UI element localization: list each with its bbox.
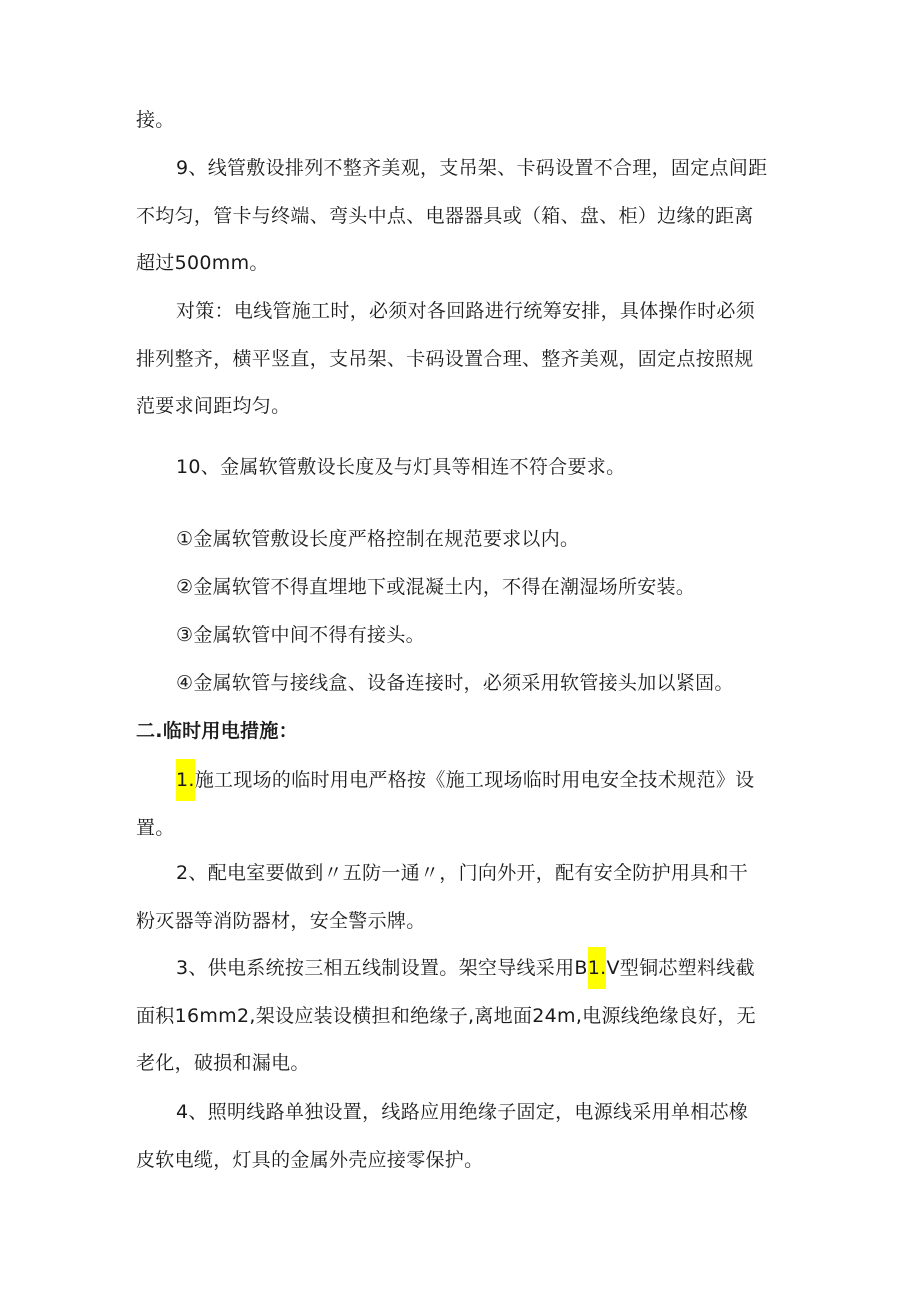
text-line: 超过500mm。 bbox=[136, 252, 269, 274]
text-line: 置。 bbox=[136, 816, 175, 839]
text-line: 9、线管敷设排列不整齐美观，支吊架、卡码设置不合理，固定点间距 bbox=[176, 157, 768, 179]
text-line: 4、照明线路单独设置，线路应用绝缘子固定，电源线采用单相芯橡 bbox=[176, 1101, 749, 1123]
text-line: 范要求间距均匀。 bbox=[136, 395, 291, 417]
text-line: 对策：电线管施工时，必须对各回路进行统筹安排，具体操作时必须 bbox=[176, 300, 756, 322]
list-item-1 bbox=[136, 516, 796, 564]
paragraph-temp-power-2 bbox=[136, 850, 796, 945]
paragraph-countermeasure bbox=[136, 288, 796, 431]
text-line: 皮软电缆，灯具的金属外壳应接零保护。 bbox=[136, 1148, 484, 1171]
text-line: ①金属软管敷设长度严格控制在规范要求以内。 bbox=[176, 528, 580, 550]
text-line: ②金属软管不得直埋地下或混凝土内，不得在潮湿场所安装。 bbox=[176, 576, 696, 598]
list-item-3 bbox=[136, 612, 796, 660]
text-run: 3、供电系统按三相五线制设置。架空导线采用B bbox=[176, 957, 588, 979]
paragraph-continuation bbox=[136, 97, 796, 145]
list-item-2 bbox=[136, 564, 796, 612]
list-item-4 bbox=[136, 660, 796, 708]
section-heading bbox=[136, 708, 796, 756]
highlight-mark: 1. bbox=[588, 947, 607, 989]
text-line: 不均匀，管卡与终端、弯头中点、电器器具或（箱、盘、柜）边缘的距离 bbox=[136, 204, 754, 227]
paragraph-temp-power-1 bbox=[136, 757, 796, 852]
text-line bbox=[136, 757, 796, 805]
text-line: 面积16mm2,架设应装设横担和绝缘子,离地面24m,电源线绝缘良好，无 bbox=[136, 1004, 756, 1027]
text-line: 2、配电室要做到〃五防一通〃，门向外开，配有安全防护用具和干 bbox=[176, 862, 749, 884]
highlight-mark: 1. bbox=[176, 759, 195, 801]
text-line: ③金属软管中间不得有接头。 bbox=[176, 624, 425, 646]
text-line bbox=[136, 945, 796, 993]
text-line: 老化，破损和漏电。 bbox=[136, 1052, 310, 1074]
text-run: 施工现场的临时用电严格按《施工现场临时用电安全技术规范》设 bbox=[194, 769, 755, 791]
text-line: 接。 bbox=[136, 109, 175, 131]
text-line: 排列整齐，横平竖直，支吊架、卡码设置合理、整齐美观，固定点按照规 bbox=[136, 347, 754, 370]
text-run: V型铜芯塑料线截 bbox=[606, 957, 755, 979]
paragraph-item-10 bbox=[136, 444, 796, 492]
text-line: 粉灭器等消防器材，安全警示牌。 bbox=[136, 909, 426, 932]
heading-text: 二.临时用电措施： bbox=[136, 720, 298, 742]
text-line: 10、金属软管敷设长度及与灯具等相连不符合要求。 bbox=[176, 456, 626, 478]
paragraph-temp-power-3 bbox=[136, 945, 796, 1088]
paragraph-item-9 bbox=[136, 145, 796, 288]
paragraph-temp-power-4 bbox=[136, 1089, 796, 1184]
text-line: ④金属软管与接线盒、设备连接时，必须采用软管接头加以紧固。 bbox=[176, 672, 734, 694]
